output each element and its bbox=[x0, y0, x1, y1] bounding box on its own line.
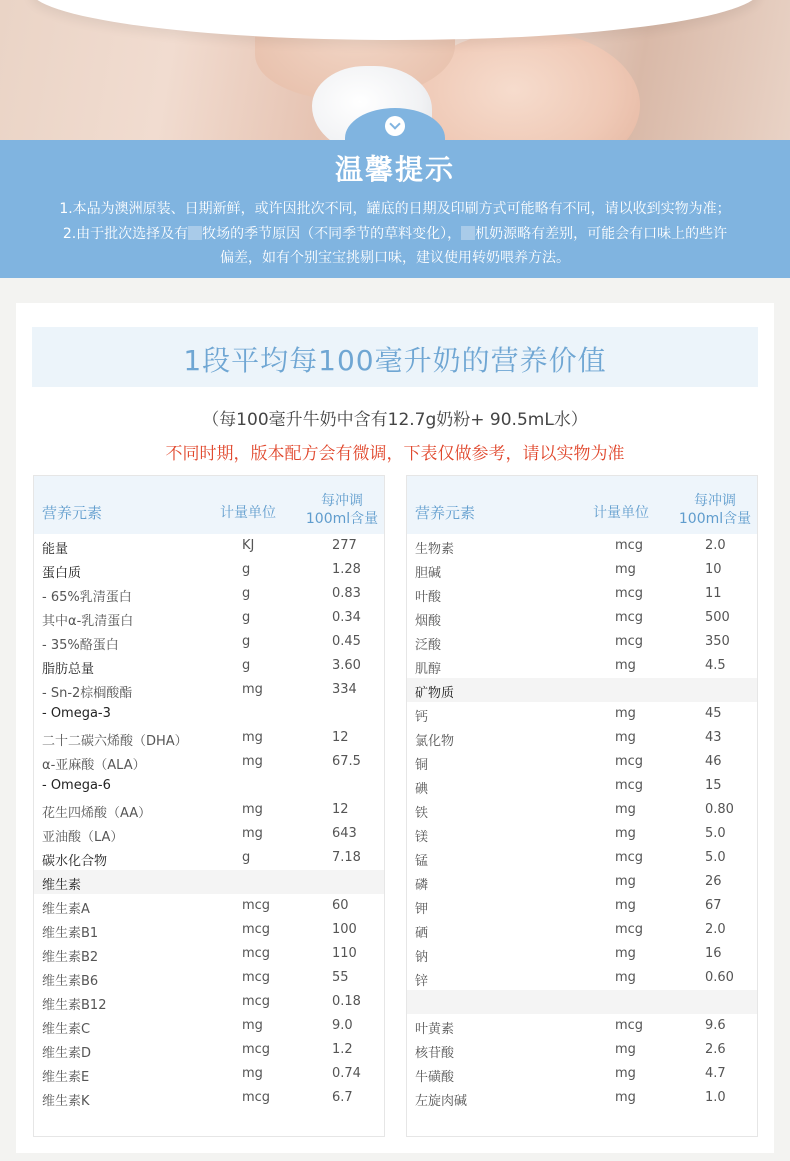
table-row bbox=[34, 1038, 384, 1062]
value-cell: 12 bbox=[332, 802, 349, 817]
value-cell: 67.5 bbox=[332, 754, 361, 769]
value-cell: 277 bbox=[332, 538, 357, 553]
nutrient-name: 左旋肉碱 bbox=[415, 1094, 468, 1109]
table-row bbox=[34, 582, 384, 606]
value-cell: 2.0 bbox=[705, 922, 726, 937]
nutrient-name: 硒 bbox=[415, 926, 429, 941]
unit-cell: mg bbox=[242, 730, 263, 745]
table-row bbox=[407, 918, 757, 942]
chevron-down-icon bbox=[385, 116, 405, 136]
warning-text: 不同时期，版本配方会有微调，下表仅做参考，请以实物为准 bbox=[165, 444, 625, 464]
value-cell: 6.7 bbox=[332, 1090, 353, 1105]
header-value-line1: 每冲调 bbox=[694, 493, 736, 509]
unit-cell: mg bbox=[615, 1090, 636, 1105]
table-row bbox=[34, 654, 384, 678]
unit-cell: mcg bbox=[242, 1090, 271, 1105]
value-cell: 500 bbox=[705, 610, 730, 625]
unit-cell: KJ bbox=[242, 538, 255, 553]
table-row bbox=[34, 702, 384, 726]
notice-title: 温馨提示 bbox=[334, 153, 455, 186]
nutrition-card bbox=[16, 303, 774, 1153]
header-nutrient: 营养元素 bbox=[415, 504, 476, 522]
value-cell: 110 bbox=[332, 946, 357, 961]
value-cell: 55 bbox=[332, 970, 349, 985]
nutrient-name: 肌醇 bbox=[415, 662, 442, 677]
value-cell: 4.5 bbox=[705, 658, 726, 673]
table-row bbox=[407, 534, 757, 558]
nutrient-name: 维生素B1 bbox=[42, 926, 99, 941]
table-header bbox=[34, 476, 384, 534]
table-row bbox=[407, 558, 757, 582]
unit-cell: mcg bbox=[242, 1042, 271, 1057]
value-cell: 3.60 bbox=[332, 658, 361, 673]
table-row bbox=[34, 798, 384, 822]
value-cell: 43 bbox=[705, 730, 722, 745]
value-cell: 0.18 bbox=[332, 994, 361, 1009]
unit-cell: g bbox=[242, 658, 251, 673]
header-value-line1: 每冲调 bbox=[321, 493, 363, 509]
nutrient-name: - Omega-6 bbox=[42, 778, 111, 793]
nutrient-name: 花生四烯酸（AA） bbox=[42, 806, 152, 821]
nutrient-name: 钙 bbox=[415, 710, 429, 725]
table-row bbox=[407, 870, 757, 894]
unit-cell: g bbox=[242, 634, 251, 649]
unit-cell: g bbox=[242, 610, 251, 625]
unit-cell: mg bbox=[242, 682, 263, 697]
table-section-row bbox=[407, 678, 757, 702]
table-row bbox=[407, 1062, 757, 1086]
value-cell: 1.2 bbox=[332, 1042, 353, 1057]
value-cell: 350 bbox=[705, 634, 730, 649]
header-nutrient: 营养元素 bbox=[42, 504, 103, 522]
table-row bbox=[407, 630, 757, 654]
unit-cell: mg bbox=[615, 802, 636, 817]
table-row bbox=[407, 966, 757, 990]
nutrient-name: 核苷酸 bbox=[415, 1046, 455, 1061]
value-cell: 0.74 bbox=[332, 1066, 361, 1081]
value-cell: 5.0 bbox=[705, 826, 726, 841]
unit-cell: mcg bbox=[615, 586, 644, 601]
value-cell: 67 bbox=[705, 898, 722, 913]
table-row bbox=[34, 606, 384, 630]
table-row bbox=[34, 966, 384, 990]
value-cell: 7.18 bbox=[332, 850, 361, 865]
value-cell: 2.6 bbox=[705, 1042, 726, 1057]
table-rows bbox=[34, 534, 384, 1110]
nutrient-name: 维生素 bbox=[42, 878, 82, 893]
nutrient-name: 脂肪总量 bbox=[42, 662, 95, 677]
unit-cell: mcg bbox=[242, 898, 271, 913]
table-row bbox=[34, 534, 384, 558]
unit-cell: mg bbox=[615, 658, 636, 673]
unit-cell: mcg bbox=[615, 1018, 644, 1033]
table-row bbox=[34, 822, 384, 846]
table-rows bbox=[407, 534, 757, 1110]
nutrient-name: 维生素E bbox=[42, 1070, 90, 1085]
table-row bbox=[34, 774, 384, 798]
value-cell: 643 bbox=[332, 826, 357, 841]
value-cell: 10 bbox=[705, 562, 722, 577]
unit-cell: mcg bbox=[242, 994, 271, 1009]
notice-line-2c: 机奶源略有差别，可能会有口味上的些许 bbox=[475, 226, 728, 242]
nutrient-name: 叶黄素 bbox=[415, 1022, 455, 1037]
nutrient-name: - 65%乳清蛋白 bbox=[42, 590, 132, 605]
unit-cell: g bbox=[242, 562, 251, 577]
value-cell: 46 bbox=[705, 754, 722, 769]
unit-cell: mg bbox=[615, 898, 636, 913]
nutrition-table-left bbox=[33, 475, 385, 1137]
unit-cell: mg bbox=[615, 562, 636, 577]
value-cell: 0.60 bbox=[705, 970, 734, 985]
unit-cell: mg bbox=[242, 1066, 263, 1081]
value-cell: 0.80 bbox=[705, 802, 734, 817]
unit-cell: mg bbox=[242, 802, 263, 817]
table-row bbox=[407, 654, 757, 678]
table-row bbox=[34, 726, 384, 750]
table-row bbox=[407, 726, 757, 750]
table-section-row bbox=[34, 870, 384, 894]
unit-cell: mg bbox=[242, 754, 263, 769]
table-row bbox=[407, 750, 757, 774]
value-cell: 0.83 bbox=[332, 586, 361, 601]
notice-line-1: 1.本品为澳洲原装、日期新鲜，或许因批次不同，罐底的日期及印刷方式可能略有不同，请以收到实物为准； bbox=[59, 201, 731, 217]
nutrient-name: 矿物质 bbox=[415, 686, 455, 701]
table-row bbox=[407, 774, 757, 798]
nutrient-name: 能量 bbox=[42, 542, 69, 557]
table-row bbox=[407, 822, 757, 846]
notice-line-2a: 2.由于批次选择及有 bbox=[62, 226, 189, 242]
value-cell: 4.7 bbox=[705, 1066, 726, 1081]
value-cell: 15 bbox=[705, 778, 722, 793]
unit-cell: g bbox=[242, 850, 251, 865]
table-row bbox=[407, 798, 757, 822]
value-cell: 5.0 bbox=[705, 850, 726, 865]
table-row bbox=[34, 894, 384, 918]
table-header bbox=[407, 476, 757, 534]
unit-cell: mg bbox=[615, 1066, 636, 1081]
nutrient-name: 钾 bbox=[415, 902, 429, 917]
header-unit: 计量单位 bbox=[593, 505, 649, 521]
table-row bbox=[407, 606, 757, 630]
value-cell: 2.0 bbox=[705, 538, 726, 553]
nutrient-name: 维生素B2 bbox=[42, 950, 99, 965]
header-unit: 计量单位 bbox=[220, 505, 276, 521]
table-row bbox=[34, 846, 384, 870]
unit-cell: mcg bbox=[615, 850, 644, 865]
value-cell: 45 bbox=[705, 706, 722, 721]
unit-cell: mcg bbox=[242, 970, 271, 985]
header-value bbox=[675, 492, 755, 528]
value-cell: 0.34 bbox=[332, 610, 361, 625]
table-row bbox=[407, 894, 757, 918]
nutrient-name: 维生素B12 bbox=[42, 998, 107, 1013]
table-row bbox=[407, 942, 757, 966]
table-row bbox=[34, 918, 384, 942]
nutrient-name: 铜 bbox=[415, 758, 429, 773]
nutrient-name: - Omega-3 bbox=[42, 706, 111, 721]
nutrient-name: 烟酸 bbox=[415, 614, 442, 629]
value-cell: 9.0 bbox=[332, 1018, 353, 1033]
table-row bbox=[407, 582, 757, 606]
unit-cell: mcg bbox=[615, 538, 644, 553]
redaction-mark bbox=[461, 226, 475, 240]
unit-cell: mg bbox=[242, 826, 263, 841]
nutrient-name: 泛酸 bbox=[415, 638, 442, 653]
value-cell: 16 bbox=[705, 946, 722, 961]
nutrient-name: 氯化物 bbox=[415, 734, 455, 749]
table-row bbox=[34, 942, 384, 966]
table-row bbox=[407, 1014, 757, 1038]
notice-line-3: 偏差，如有个别宝宝挑剔口味，建议使用转奶喂养方法。 bbox=[220, 250, 570, 266]
nutrition-table-right bbox=[406, 475, 758, 1137]
nutrient-name: 亚油酸（LA） bbox=[42, 830, 124, 845]
nutrient-name: 胆碱 bbox=[415, 566, 442, 581]
table-row bbox=[34, 630, 384, 654]
table-row bbox=[34, 990, 384, 1014]
nutrient-name: 维生素B6 bbox=[42, 974, 99, 989]
table-row bbox=[34, 1086, 384, 1110]
unit-cell: mg bbox=[615, 946, 636, 961]
unit-cell: mcg bbox=[242, 946, 271, 961]
unit-cell: mg bbox=[242, 1018, 263, 1033]
card-title: 1段平均每100毫升奶的营养价值 bbox=[183, 344, 607, 377]
nutrient-name: α-亚麻酸（ALA） bbox=[42, 758, 146, 773]
card-title-bar bbox=[32, 327, 758, 387]
unit-cell: mcg bbox=[615, 634, 644, 649]
notice-line-2b: 牧场的季节原因（不同季节的草料变化）， bbox=[202, 226, 462, 242]
unit-cell: mcg bbox=[615, 754, 644, 769]
table-row bbox=[34, 1014, 384, 1038]
nutrient-name: 锌 bbox=[415, 974, 429, 989]
nutrient-name: 二十二碳六烯酸（DHA） bbox=[42, 734, 188, 749]
nutrient-name: - 35%酪蛋白 bbox=[42, 638, 119, 653]
value-cell: 0.45 bbox=[332, 634, 361, 649]
unit-cell: mg bbox=[615, 874, 636, 889]
table-row bbox=[407, 1086, 757, 1110]
table-row bbox=[34, 558, 384, 582]
nutrient-name: 维生素D bbox=[42, 1046, 92, 1061]
value-cell: 11 bbox=[705, 586, 722, 601]
card-subtitle: （每100毫升牛奶中含有12.7g奶粉+ 90.5mL水） bbox=[202, 410, 588, 430]
value-cell: 1.0 bbox=[705, 1090, 726, 1105]
nutrient-name: 锰 bbox=[415, 854, 429, 869]
table-row bbox=[34, 750, 384, 774]
notice-line-2 bbox=[0, 223, 790, 243]
value-cell: 334 bbox=[332, 682, 357, 697]
hero-banner bbox=[0, 0, 790, 278]
unit-cell: mg bbox=[615, 826, 636, 841]
nutrient-name: 钠 bbox=[415, 950, 429, 965]
table-row bbox=[407, 846, 757, 870]
header-value-line2: 100ml含量 bbox=[305, 511, 379, 527]
unit-cell: mcg bbox=[615, 778, 644, 793]
unit-cell: mg bbox=[615, 706, 636, 721]
header-value-line2: 100ml含量 bbox=[678, 511, 752, 527]
unit-cell: mcg bbox=[615, 610, 644, 625]
redaction-mark bbox=[188, 226, 202, 240]
table-row bbox=[34, 678, 384, 702]
unit-cell: mcg bbox=[242, 922, 271, 937]
value-cell: 1.28 bbox=[332, 562, 361, 577]
nutrient-name: 碘 bbox=[415, 782, 429, 797]
unit-cell: mg bbox=[615, 730, 636, 745]
unit-cell: mcg bbox=[615, 922, 644, 937]
unit-cell: mg bbox=[615, 970, 636, 985]
value-cell: 12 bbox=[332, 730, 349, 745]
unit-cell: g bbox=[242, 586, 251, 601]
table-row bbox=[34, 1062, 384, 1086]
table-section-row bbox=[407, 990, 757, 1014]
value-cell: 100 bbox=[332, 922, 357, 937]
unit-cell: mg bbox=[615, 1042, 636, 1057]
nutrient-name: - Sn-2棕榈酸酯 bbox=[42, 686, 133, 701]
table-row bbox=[407, 702, 757, 726]
nutrient-name: 生物素 bbox=[415, 542, 455, 557]
nutrient-name: 碳水化合物 bbox=[42, 854, 108, 869]
nutrient-name: 其中α-乳清蛋白 bbox=[42, 614, 134, 629]
nutrient-name: 维生素C bbox=[42, 1022, 91, 1037]
value-cell: 26 bbox=[705, 874, 722, 889]
nutrient-name: 叶酸 bbox=[415, 590, 442, 605]
nutrient-name: 铁 bbox=[415, 806, 429, 821]
value-cell: 60 bbox=[332, 898, 349, 913]
value-cell: 9.6 bbox=[705, 1018, 726, 1033]
table-row bbox=[407, 1038, 757, 1062]
nutrient-name: 磷 bbox=[415, 878, 429, 893]
nutrient-name: 维生素K bbox=[42, 1094, 90, 1109]
nutrient-name: 镁 bbox=[415, 830, 429, 845]
header-value bbox=[302, 492, 382, 528]
nutrient-name: 牛磺酸 bbox=[415, 1070, 455, 1085]
nutrient-name: 蛋白质 bbox=[42, 566, 82, 581]
nutrient-name: 维生素A bbox=[42, 902, 90, 917]
